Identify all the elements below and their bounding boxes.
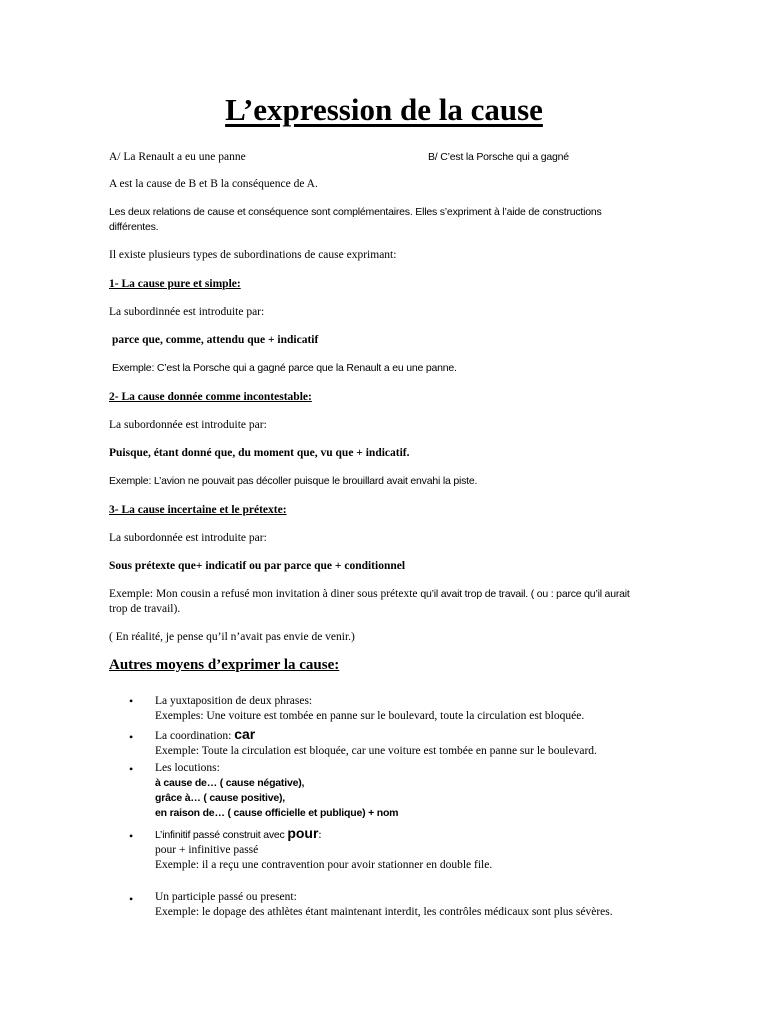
section-3-heading: 3- La cause incertaine et le prétexte: <box>109 504 287 516</box>
list-item <box>155 890 675 920</box>
item-4-keyword: pour <box>287 825 319 841</box>
document-title: L’expression de la cause <box>225 92 543 127</box>
item-2-line <box>155 727 675 744</box>
item-5-example: Exemple: le dopage des athlètes étant maintenant interdit, les contrôles médicaux sont plus sévères. <box>155 906 613 918</box>
bullet-3: • <box>129 762 134 776</box>
bullet-4: • <box>129 829 134 843</box>
item-4-label: L’infinitif passé construit avec <box>155 829 288 841</box>
section-1-conjunctions: parce que, comme, attendu que + indicatif <box>112 334 319 346</box>
example-b: B/ C’est la Porsche qui a gagné <box>428 151 569 163</box>
section-3-intro: La subordonnée est introduite par: <box>109 532 267 544</box>
bullet-5: • <box>129 892 134 906</box>
item-2-example: Exemple: Toute la circulation est bloquée, car une voiture est tombée en panne sur le boulevard. <box>155 745 597 757</box>
item-1-example: Exemples: Une voiture est tombée en panne sur le boulevard, toute la circulation est bloquée. <box>155 710 585 722</box>
bullet-2: • <box>129 730 134 744</box>
list-item <box>155 727 675 759</box>
example-a: A/ La Renault a eu une panne <box>109 151 246 163</box>
section-3-note: ( En réalité, je pense qu’il n’avait pas envie de venir.) <box>109 631 355 643</box>
section-3-example-end: qu’il avait trop de travail. ( ou : parce qu’il aurait <box>420 588 630 600</box>
section-2-example: Exemple: L’avion ne pouvait pas décoller puisque le brouillard avait envahi la piste. <box>109 475 478 487</box>
item-4-line <box>155 826 675 843</box>
item-2-label: La coordination: <box>155 730 235 742</box>
section-2-conjunctions: Puisque, étant donné que, du moment que, vu que + indicatif. <box>109 447 410 459</box>
list-item <box>155 694 675 724</box>
section-3-conjunctions: Sous prétexte que+ indicatif ou par parce que + conditionnel <box>109 560 406 572</box>
item-3-locution-3: en raison de… ( cause officielle et publique) + nom <box>155 807 399 819</box>
section-3-example-continued: trop de travail). <box>109 603 181 615</box>
section-1-example: Exemple: C’est la Porsche qui a gagné parce que la Renault a eu une panne. <box>112 362 457 374</box>
item-5-label: Un participle passé ou present: <box>155 891 297 903</box>
section-3-example-start: Exemple: Mon cousin a refusé mon invitation à diner sous prétexte <box>109 588 421 600</box>
relation-text: A est la cause de B et B la conséquence de A. <box>109 178 318 190</box>
item-4-example: Exemple: il a reçu une contravention pour avoir stationner en double file. <box>155 859 493 871</box>
list-item <box>155 826 675 873</box>
item-2-keyword: car <box>234 726 256 742</box>
section-2-intro: La subordonnée est introduite par: <box>109 419 267 431</box>
item-3-locution-1: à cause de… ( cause négative), <box>155 777 305 789</box>
types-intro: Il existe plusieurs types de subordinations de cause exprimant: <box>109 249 397 261</box>
section-1-intro: La subordinnée est introduite par: <box>109 306 265 318</box>
complementary-text: Les deux relations de cause et conséquence sont complémentaires. Elles s’expriment à l’aide de constructions différentes. <box>109 206 602 233</box>
list-item <box>155 761 675 821</box>
item-4-label-end: : <box>318 829 322 841</box>
section-2-heading: 2- La cause donnée comme incontestable: <box>109 391 312 403</box>
item-4-line2: pour + infinitive passé <box>155 844 259 856</box>
item-3-locution-2: grâce à… ( cause positive), <box>155 792 285 804</box>
bullet-1: • <box>129 694 134 708</box>
section-1-heading: 1- La cause pure et simple: <box>109 278 241 290</box>
section-3-example <box>109 587 689 602</box>
other-means-heading: Autres moyens d’exprimer la cause: <box>109 657 340 673</box>
item-1-label: La yuxtaposition de deux phrases: <box>155 695 313 707</box>
item-3-label: Les locutions: <box>155 762 220 774</box>
examples-row <box>109 150 669 165</box>
